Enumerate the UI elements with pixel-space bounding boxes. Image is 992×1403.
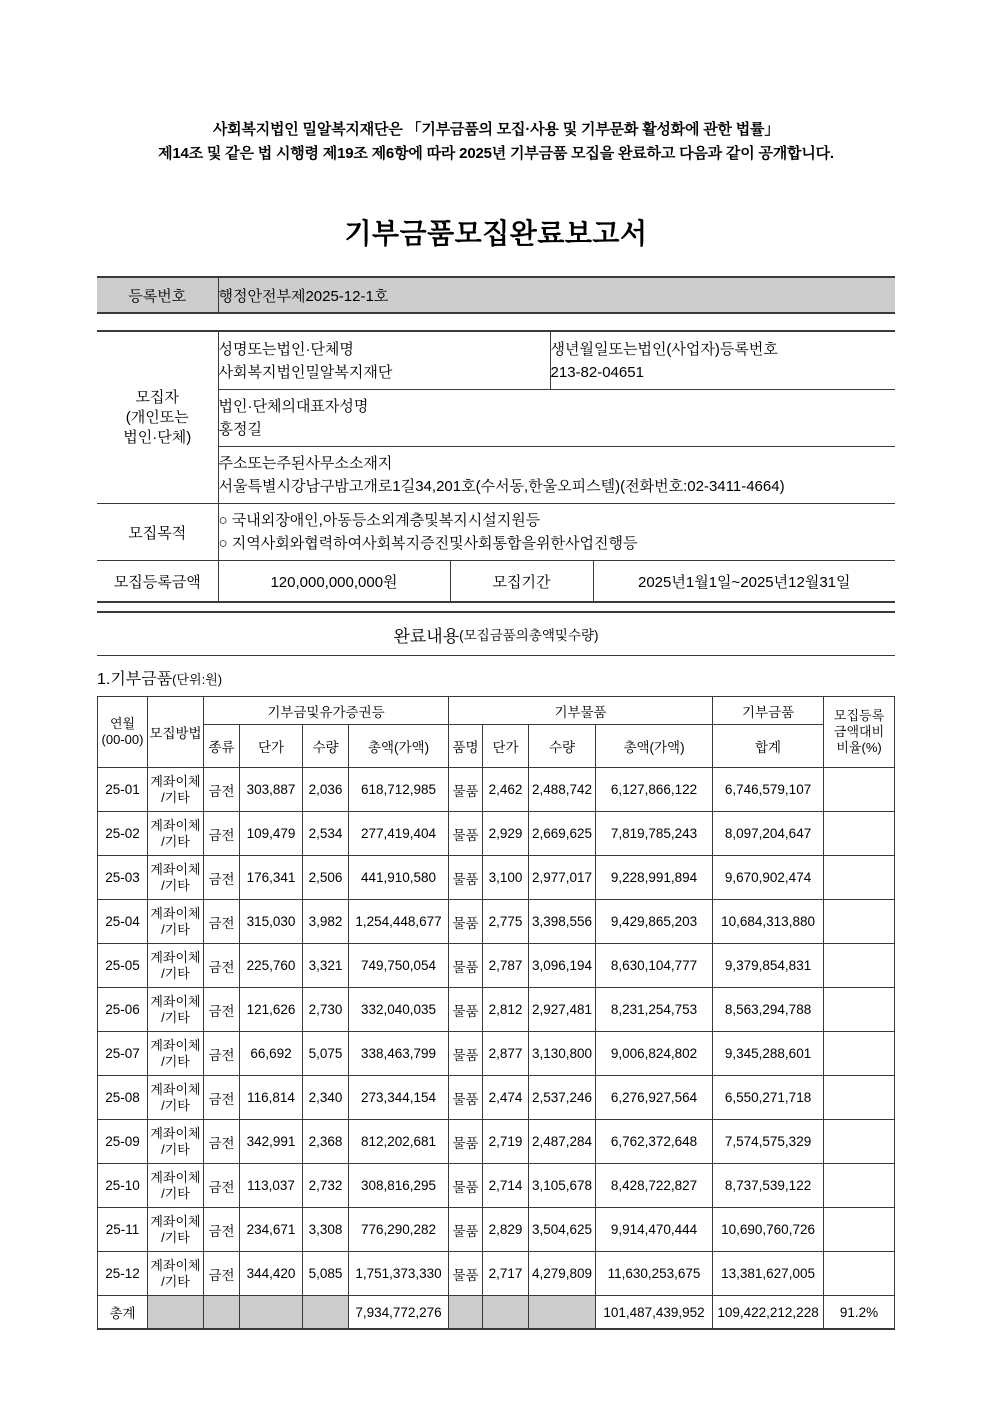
cell-amount: 277,419,404 bbox=[349, 812, 449, 856]
cell-quantity-2: 4,279,809 bbox=[529, 1252, 596, 1296]
cell-total: 9,670,902,474 bbox=[713, 856, 824, 900]
collector-regno-label: 생년월일또는법인(사업자)등록번호 bbox=[550, 340, 778, 358]
collector-rep-value: 홍정길 bbox=[218, 421, 262, 438]
table-row bbox=[98, 988, 895, 1032]
completion-section-heading bbox=[97, 611, 895, 656]
cell-unit-price-2: 2,719 bbox=[483, 1120, 529, 1164]
cell-amount-2: 7,819,785,243 bbox=[596, 812, 713, 856]
donation-data-table bbox=[97, 696, 895, 1330]
intro-line-2: 제14조 및 같은 법 시행령 제19조 제6항에 따라 2025년 기부금품 모집을 완료하고 다음과 같이 공개합니다. bbox=[158, 145, 834, 162]
total-method-empty bbox=[148, 1296, 204, 1330]
table-row bbox=[98, 1120, 895, 1164]
header-detail-row bbox=[98, 725, 895, 768]
cell-kind: 금전 bbox=[204, 1252, 240, 1296]
cell-unit-price: 113,037 bbox=[240, 1164, 303, 1208]
cell-unit-price: 342,991 bbox=[240, 1120, 303, 1164]
cell-quantity: 3,321 bbox=[303, 944, 349, 988]
cell-total: 6,550,271,718 bbox=[713, 1076, 824, 1120]
cell-amount: 338,463,799 bbox=[349, 1032, 449, 1076]
cell-quantity: 2,732 bbox=[303, 1164, 349, 1208]
cell-method: 계좌이체 /기타 bbox=[148, 856, 204, 900]
collector-label-line3: 법인·단체) bbox=[123, 428, 192, 446]
cell-kind: 금전 bbox=[204, 1076, 240, 1120]
cell-method: 계좌이체 /기타 bbox=[148, 988, 204, 1032]
cell-item-name: 물품 bbox=[449, 812, 483, 856]
collector-addr-cell bbox=[218, 447, 895, 504]
cell-kind: 금전 bbox=[204, 944, 240, 988]
cell-unit-price: 121,626 bbox=[240, 988, 303, 1032]
cell-unit-price-2: 2,877 bbox=[483, 1032, 529, 1076]
cell-ratio bbox=[824, 856, 895, 900]
cell-year-month: 25-03 bbox=[98, 856, 148, 900]
cell-unit-price-2: 2,775 bbox=[483, 900, 529, 944]
cell-method: 계좌이체 /기타 bbox=[148, 944, 204, 988]
cell-quantity-2: 2,488,742 bbox=[529, 768, 596, 812]
cell-quantity-2: 2,977,017 bbox=[529, 856, 596, 900]
cell-amount-2: 6,762,372,648 bbox=[596, 1120, 713, 1164]
cell-amount-2: 8,630,104,777 bbox=[596, 944, 713, 988]
collector-info-table bbox=[97, 330, 895, 603]
cell-amount-2: 9,914,470,444 bbox=[596, 1208, 713, 1252]
cell-year-month: 25-07 bbox=[98, 1032, 148, 1076]
cell-quantity-2: 3,105,678 bbox=[529, 1164, 596, 1208]
cell-quantity-2: 3,130,800 bbox=[529, 1032, 596, 1076]
donation-table-body bbox=[98, 768, 895, 1296]
header-group-row bbox=[98, 697, 895, 725]
col-total: 합계 bbox=[713, 725, 824, 768]
cell-method: 계좌이체 /기타 bbox=[148, 1252, 204, 1296]
cell-unit-price: 315,030 bbox=[240, 900, 303, 944]
col-item-name: 품명 bbox=[449, 725, 483, 768]
amount-value: 120,000,000,000원 bbox=[218, 561, 450, 603]
registration-table bbox=[97, 276, 895, 314]
purpose-label: 모집목적 bbox=[97, 504, 218, 561]
registration-row bbox=[97, 277, 895, 313]
cell-ratio bbox=[824, 812, 895, 856]
cell-unit-price: 116,814 bbox=[240, 1076, 303, 1120]
donation-table-header bbox=[98, 697, 895, 768]
collector-name-label: 성명또는법인·단체명 bbox=[218, 340, 354, 358]
cell-quantity: 2,368 bbox=[303, 1120, 349, 1164]
cell-item-name: 물품 bbox=[449, 1076, 483, 1120]
purpose-item-2: ○ 지역사회와협력하여사회복지증진및사회통합을위한사업진행등 bbox=[218, 535, 638, 552]
page-title: 기부금품모집완료보고서 bbox=[344, 218, 648, 249]
cell-total: 8,737,539,122 bbox=[713, 1164, 824, 1208]
cell-amount: 618,712,985 bbox=[349, 768, 449, 812]
cell-method: 계좌이체 /기타 bbox=[148, 768, 204, 812]
cell-unit-price-2: 2,462 bbox=[483, 768, 529, 812]
cell-year-month: 25-09 bbox=[98, 1120, 148, 1164]
cell-item-name: 물품 bbox=[449, 1164, 483, 1208]
donation-subheading-title: 1.기부금품 bbox=[97, 671, 173, 688]
cell-quantity-2: 3,398,556 bbox=[529, 900, 596, 944]
cell-item-name: 물품 bbox=[449, 1208, 483, 1252]
collector-rep-label: 법인·단체의대표자성명 bbox=[218, 398, 369, 415]
registration-value: 행정안전부제2025-12-1호 bbox=[218, 277, 895, 313]
cell-method: 계좌이체 /기타 bbox=[148, 1076, 204, 1120]
cell-kind: 금전 bbox=[204, 1208, 240, 1252]
cell-quantity: 5,085 bbox=[303, 1252, 349, 1296]
document-content bbox=[97, 118, 895, 1330]
cell-total: 10,690,760,726 bbox=[713, 1208, 824, 1252]
cell-year-month: 25-08 bbox=[98, 1076, 148, 1120]
cell-ratio bbox=[824, 944, 895, 988]
donation-subheading bbox=[97, 666, 895, 688]
col-kind: 종류 bbox=[204, 725, 240, 768]
table-row bbox=[98, 1076, 895, 1120]
cell-amount: 332,040,035 bbox=[349, 988, 449, 1032]
cell-amount-2: 11,630,253,675 bbox=[596, 1252, 713, 1296]
cell-unit-price-2: 2,714 bbox=[483, 1164, 529, 1208]
cell-amount-2: 6,127,866,122 bbox=[596, 768, 713, 812]
total-item-empty bbox=[449, 1296, 483, 1330]
collector-addr-label: 주소또는주된사무소소재지 bbox=[218, 455, 393, 472]
cell-year-month: 25-11 bbox=[98, 1208, 148, 1252]
total-ratio: 91.2% bbox=[824, 1296, 895, 1330]
cell-method: 계좌이체 /기타 bbox=[148, 812, 204, 856]
cell-unit-price: 109,479 bbox=[240, 812, 303, 856]
cell-kind: 금전 bbox=[204, 768, 240, 812]
col-unit-price-2: 단가 bbox=[483, 725, 529, 768]
cell-amount-2: 9,228,991,894 bbox=[596, 856, 713, 900]
collector-regno-value: 213-82-04651 bbox=[550, 363, 644, 381]
cell-total: 8,097,204,647 bbox=[713, 812, 824, 856]
cell-quantity: 2,534 bbox=[303, 812, 349, 856]
table-row bbox=[98, 944, 895, 988]
col-quantity-2: 수량 bbox=[529, 725, 596, 768]
cell-item-name: 물품 bbox=[449, 1120, 483, 1164]
total-amount: 7,934,772,276 bbox=[349, 1296, 449, 1330]
cell-kind: 금전 bbox=[204, 1120, 240, 1164]
collector-rep-cell bbox=[218, 390, 895, 447]
collector-label-line1: 모집자 bbox=[135, 388, 179, 406]
cell-ratio bbox=[824, 988, 895, 1032]
table-row bbox=[98, 812, 895, 856]
table-row bbox=[98, 856, 895, 900]
total-unit2-empty bbox=[483, 1296, 529, 1330]
cell-amount: 1,751,373,330 bbox=[349, 1252, 449, 1296]
cell-quantity: 2,730 bbox=[303, 988, 349, 1032]
cell-amount-2: 8,231,254,753 bbox=[596, 988, 713, 1032]
cell-amount-2: 9,429,865,203 bbox=[596, 900, 713, 944]
cell-kind: 금전 bbox=[204, 856, 240, 900]
cell-quantity: 2,036 bbox=[303, 768, 349, 812]
donation-table-total bbox=[98, 1296, 895, 1330]
col-amount: 총액(가액) bbox=[349, 725, 449, 768]
cell-total: 9,345,288,601 bbox=[713, 1032, 824, 1076]
total-row bbox=[98, 1296, 895, 1330]
col-ratio: 모집등록 금액대비 비율(%) bbox=[824, 697, 895, 768]
purpose-item-1: ○ 국내외장애인,아동등소외계층및복지시설지원등 bbox=[218, 512, 541, 529]
collector-name-value: 사회복지법인밀알복지재단 bbox=[218, 363, 393, 381]
cell-item-name: 물품 bbox=[449, 768, 483, 812]
intro-line-1: 사회복지법인 밀알복지재단은 「기부금품의 모집·사용 및 기부문화 활성화에 관한 법률」 bbox=[212, 121, 780, 138]
cell-kind: 금전 bbox=[204, 1164, 240, 1208]
cell-ratio bbox=[824, 1076, 895, 1120]
cell-item-name: 물품 bbox=[449, 1252, 483, 1296]
cell-amount: 749,750,054 bbox=[349, 944, 449, 988]
cell-unit-price-2: 2,929 bbox=[483, 812, 529, 856]
cell-kind: 금전 bbox=[204, 812, 240, 856]
table-row bbox=[98, 768, 895, 812]
table-row bbox=[98, 900, 895, 944]
cell-item-name: 물품 bbox=[449, 988, 483, 1032]
cell-item-name: 물품 bbox=[449, 944, 483, 988]
cell-item-name: 물품 bbox=[449, 1032, 483, 1076]
group-cash-securities: 기부금및유가증권등 bbox=[204, 697, 449, 725]
cell-item-name: 물품 bbox=[449, 856, 483, 900]
cell-unit-price-2: 2,787 bbox=[483, 944, 529, 988]
cell-kind: 금전 bbox=[204, 900, 240, 944]
cell-ratio bbox=[824, 768, 895, 812]
collector-addr-value: 서울특별시강남구밤고개로1길34,201호(수서동,한울오피스텔)(전화번호:02-3411-4664) bbox=[218, 478, 785, 495]
cell-unit-price: 303,887 bbox=[240, 768, 303, 812]
completion-subtitle: (모집금품의총액및수량) bbox=[459, 628, 599, 643]
cell-unit-price-2: 2,829 bbox=[483, 1208, 529, 1252]
total-qty-empty bbox=[303, 1296, 349, 1330]
cell-kind: 금전 bbox=[204, 988, 240, 1032]
cell-quantity-2: 2,927,481 bbox=[529, 988, 596, 1032]
cell-year-month: 25-10 bbox=[98, 1164, 148, 1208]
cell-ratio bbox=[824, 900, 895, 944]
cell-quantity-2: 2,537,246 bbox=[529, 1076, 596, 1120]
cell-unit-price: 344,420 bbox=[240, 1252, 303, 1296]
cell-unit-price: 66,692 bbox=[240, 1032, 303, 1076]
cell-total: 9,379,854,831 bbox=[713, 944, 824, 988]
cell-year-month: 25-12 bbox=[98, 1252, 148, 1296]
cell-quantity: 3,308 bbox=[303, 1208, 349, 1252]
cell-ratio bbox=[824, 1032, 895, 1076]
cell-year-month: 25-06 bbox=[98, 988, 148, 1032]
cell-kind: 금전 bbox=[204, 1032, 240, 1076]
cell-method: 계좌이체 /기타 bbox=[148, 900, 204, 944]
period-label: 모집기간 bbox=[450, 561, 593, 603]
registration-label: 등록번호 bbox=[97, 277, 218, 313]
total-sum: 109,422,212,228 bbox=[713, 1296, 824, 1330]
cell-unit-price: 176,341 bbox=[240, 856, 303, 900]
col-year-month: 연월 (00-00) bbox=[98, 697, 148, 768]
cell-amount: 776,290,282 bbox=[349, 1208, 449, 1252]
cell-amount: 441,910,580 bbox=[349, 856, 449, 900]
collector-regno-cell bbox=[550, 331, 895, 390]
period-value: 2025년1월1일~2025년12월31일 bbox=[593, 561, 895, 603]
cell-total: 8,563,294,788 bbox=[713, 988, 824, 1032]
amount-label: 모집등록금액 bbox=[97, 561, 218, 603]
cell-quantity-2: 3,504,625 bbox=[529, 1208, 596, 1252]
col-amount-2: 총액(가액) bbox=[596, 725, 713, 768]
cell-method: 계좌이체 /기타 bbox=[148, 1120, 204, 1164]
cell-quantity-2: 3,096,194 bbox=[529, 944, 596, 988]
cell-amount-2: 6,276,927,564 bbox=[596, 1076, 713, 1120]
cell-year-month: 25-02 bbox=[98, 812, 148, 856]
total-label: 총계 bbox=[98, 1296, 148, 1330]
total-amount-2: 101,487,439,952 bbox=[596, 1296, 713, 1330]
cell-quantity: 3,982 bbox=[303, 900, 349, 944]
cell-amount: 308,816,295 bbox=[349, 1164, 449, 1208]
total-qty2-empty bbox=[529, 1296, 596, 1330]
group-goods: 기부물품 bbox=[449, 697, 713, 725]
cell-total: 7,574,575,329 bbox=[713, 1120, 824, 1164]
cell-unit-price: 225,760 bbox=[240, 944, 303, 988]
cell-year-month: 25-04 bbox=[98, 900, 148, 944]
collector-label-line2: (개인또는 bbox=[125, 408, 189, 426]
cell-ratio bbox=[824, 1120, 895, 1164]
cell-total: 10,684,313,880 bbox=[713, 900, 824, 944]
col-unit-price: 단가 bbox=[240, 725, 303, 768]
cell-unit-price-2: 2,717 bbox=[483, 1252, 529, 1296]
cell-method: 계좌이체 /기타 bbox=[148, 1208, 204, 1252]
cell-amount: 1,254,448,677 bbox=[349, 900, 449, 944]
cell-quantity-2: 2,669,625 bbox=[529, 812, 596, 856]
cell-total: 13,381,627,005 bbox=[713, 1252, 824, 1296]
cell-quantity: 5,075 bbox=[303, 1032, 349, 1076]
cell-method: 계좌이체 /기타 bbox=[148, 1164, 204, 1208]
cell-quantity: 2,506 bbox=[303, 856, 349, 900]
purpose-row bbox=[97, 504, 895, 561]
cell-unit-price: 234,671 bbox=[240, 1208, 303, 1252]
total-unit-empty bbox=[240, 1296, 303, 1330]
total-kind-empty bbox=[204, 1296, 240, 1330]
cell-total: 6,746,579,107 bbox=[713, 768, 824, 812]
cell-unit-price-2: 2,474 bbox=[483, 1076, 529, 1120]
amount-row bbox=[97, 561, 895, 603]
cell-item-name: 물품 bbox=[449, 900, 483, 944]
table-row bbox=[98, 1164, 895, 1208]
completion-title: 완료내용 bbox=[393, 626, 460, 646]
collector-label bbox=[97, 331, 218, 504]
cell-amount: 812,202,681 bbox=[349, 1120, 449, 1164]
table-row bbox=[98, 1208, 895, 1252]
collector-name-cell bbox=[218, 331, 550, 390]
table-row bbox=[98, 1252, 895, 1296]
col-quantity: 수량 bbox=[303, 725, 349, 768]
cell-amount: 273,344,154 bbox=[349, 1076, 449, 1120]
col-method: 모집방법 bbox=[148, 697, 204, 768]
cell-method: 계좌이체 /기타 bbox=[148, 1032, 204, 1076]
cell-quantity: 2,340 bbox=[303, 1076, 349, 1120]
cell-year-month: 25-05 bbox=[98, 944, 148, 988]
cell-amount-2: 9,006,824,802 bbox=[596, 1032, 713, 1076]
purpose-items bbox=[218, 504, 895, 561]
intro-paragraph bbox=[97, 118, 895, 166]
donation-subheading-unit: (단위:원) bbox=[172, 672, 223, 687]
table-row bbox=[98, 1032, 895, 1076]
cell-amount-2: 8,428,722,827 bbox=[596, 1164, 713, 1208]
cell-quantity-2: 2,487,284 bbox=[529, 1120, 596, 1164]
cell-year-month: 25-01 bbox=[98, 768, 148, 812]
cell-ratio bbox=[824, 1208, 895, 1252]
cell-unit-price-2: 3,100 bbox=[483, 856, 529, 900]
cell-ratio bbox=[824, 1252, 895, 1296]
group-donation-total: 기부금품 bbox=[713, 697, 824, 725]
cell-ratio bbox=[824, 1164, 895, 1208]
collector-name-row bbox=[97, 331, 895, 390]
cell-unit-price-2: 2,812 bbox=[483, 988, 529, 1032]
